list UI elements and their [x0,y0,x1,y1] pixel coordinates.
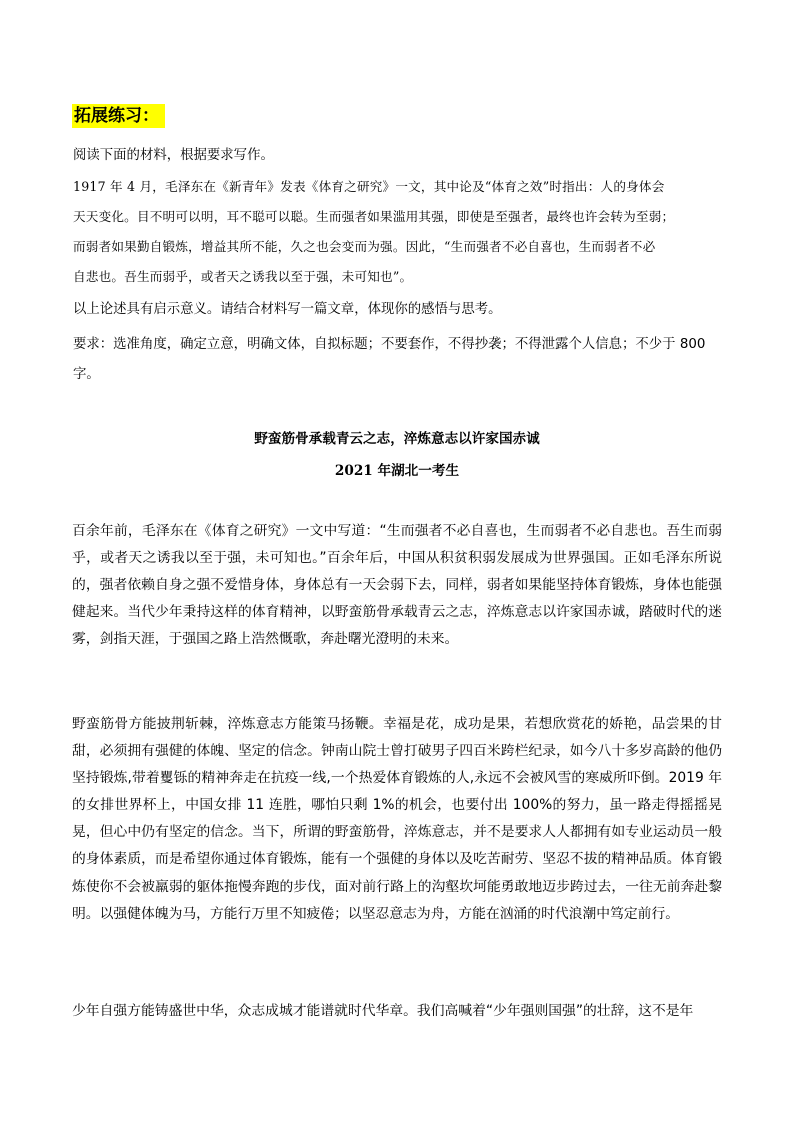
section-heading: 拓展练习： [72,104,165,128]
essay-author: 2021 年湖北一考生 [334,463,460,479]
essay-paragraph: 少年自强方能铸盛世中华，众志成城才能谱就时代华章。我们高喊着“少年强则国强”的壮辞，这不是年 [72,1003,694,1019]
quote-line: 而弱者如果勤自锻炼，增益其所不能，久之也会变而为强。因此，“生而强者不必自喜也，生而弱者不必 [73,239,656,254]
essay-title: 野蛮筋骨承载青云之志，淬炼意志以许家国赤诚 [254,431,540,447]
essay-paragraph: 百余年前，毛泽东在《体育之研究》一文中写道：“生而强者不必自喜也，生而弱者不必自悲也。吾生而弱乎，或者天之诱我以至于强，未可知也。”百余年后，中国从积贫积弱发展成为世界强国。正如毛泽东所说的，强者依赖自身之强不爱惜身体，身体总有一天会弱下去，同样，弱者如果能坚持体育锻炼，身体也能强健起来。当代少年秉持这样的体育精神，以野蛮筋骨承载青云之志，淬炼意志以许家国赤诚，踏破时代的迷雾，剑指天涯，于强国之路上浩然慨歌，奔赴曙光澄明的未来。 [72,523,722,648]
task-line: 以上论述具有启示意义。请结合材料写一篇文章，体现你的感悟与思考。 [73,302,502,317]
requirement-line: 字。 [73,367,100,382]
essay-paragraph: 野蛮筋骨方能披荆斩棘，淬炼意志方能策马扬鞭。幸福是花，成功是果，若想欣赏花的娇艳，品尝果的甘甜，必须拥有强健的体魄、坚定的信念。钟南山院士曾打破男子四百米跨栏纪录，如今八十多岁高龄的他仍坚持锻炼,带着矍铄的精神奔走在抗疫一线,一个热爱体育锻炼的人,永远不会被风雪的寒威所吓倒。2019 年的女排世界杯上，中国女排 11 连胜，哪怕只剩 1%的机会，也要付出 100%的努力，虽一路走得摇摇晃晃，但心中仍有坚定的信念。当下，所谓的野蛮筋骨，淬炼意志，并不是要求人人都拥有如专业运动员一般的身体素质，而是希望你通过体育锻炼，能有一个强健的身体以及吃苦耐劳、坚忍不拔的精神品质。体育锻炼使你不会被羸弱的躯体拖慢奔跑的步伐，面对前行路上的沟壑坎坷能勇敢地迈步跨过去，一往无前奔赴黎明。以强健体魄为马，方能行万里不知疲倦；以坚忍意志为舟，方能在汹涌的时代浪潮中笃定前行。 [72,716,722,922]
instruction-line: 阅读下面的材料，根据要求写作。 [73,148,274,163]
quote-line: 天天变化。目不明可以明，耳不聪可以聪。生而强者如果滥用其强，即使是至强者，最终也许会转为至弱； [73,209,675,224]
quote-line: 1917 年 4 月，毛泽东在《新青年》发表《体育之研究》一文，其中论及“体育之效”时指出：人的身体会 [73,179,665,194]
section-heading-block [72,104,165,128]
requirement-line: 要求：选准角度，确定立意，明确文体，自拟标题；不要套作，不得抄袭；不得泄露个人信息；不少于 800 [73,337,706,352]
quote-line: 自悲也。吾生而弱乎，或者天之诱我以至于强，未可知也”。 [73,269,413,284]
